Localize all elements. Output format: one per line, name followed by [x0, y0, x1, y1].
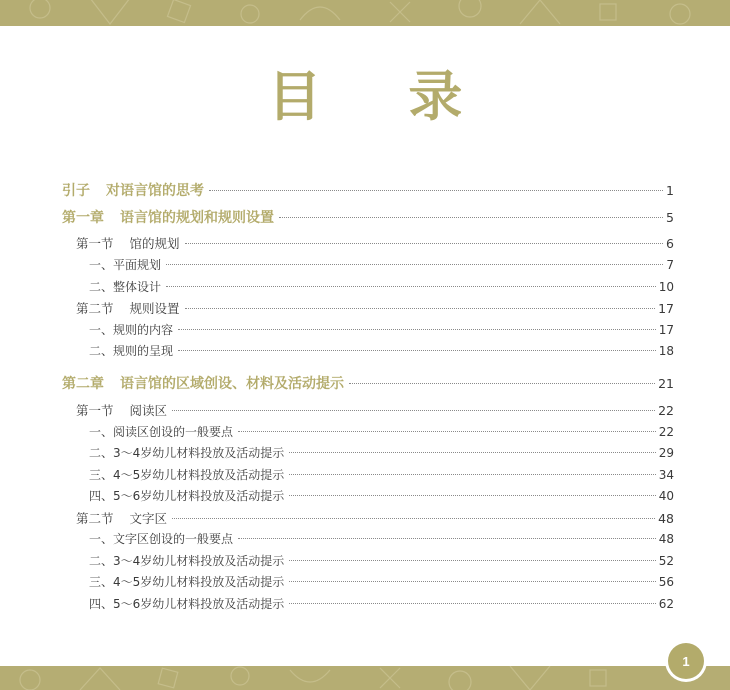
- toc-page-number: 5: [666, 210, 674, 225]
- toc-page-number: 17: [658, 301, 674, 316]
- toc-entry[interactable]: [62, 207, 674, 227]
- toc-page-number: 1: [666, 183, 674, 198]
- toc-page-number: 48: [658, 511, 674, 526]
- toc-entry[interactable]: [89, 256, 674, 273]
- toc-entry-title: [89, 342, 173, 359]
- toc-page-number: 22: [658, 425, 674, 439]
- toc-entry-text: 三、4～5岁幼儿材料投放及活动提示: [89, 575, 285, 589]
- toc-entry-number: 第二节: [76, 301, 114, 316]
- bottom-decorative-band: [0, 666, 730, 690]
- dot-leader: [178, 329, 656, 330]
- page-title: 目 录: [267, 65, 497, 128]
- toc-entry[interactable]: [76, 234, 674, 252]
- toc-entry-text: 一、平面规划: [89, 258, 162, 272]
- dot-leader: [289, 603, 655, 604]
- dot-leader: [289, 474, 655, 475]
- toc-entry-title: [89, 487, 284, 504]
- toc-entry-title: [89, 595, 284, 612]
- toc-page-number: 18: [658, 344, 674, 358]
- toc-entry-text: 二、3～4岁幼儿材料投放及活动提示: [89, 446, 285, 460]
- toc-entry[interactable]: [76, 299, 674, 317]
- toc-page-number: 22: [658, 403, 674, 418]
- toc-entry-title: [76, 401, 167, 419]
- toc-entry-title: [89, 444, 284, 461]
- toc-entry-title: [62, 373, 344, 393]
- toc-entry-text: 语言馆的区域创设、材料及活动提示: [120, 376, 344, 392]
- toc-entry-title: [89, 466, 284, 483]
- toc-entry-number: 第二章: [62, 376, 104, 392]
- toc-page-number: 6: [666, 236, 674, 251]
- toc-entry-text: 四、5～6岁幼儿材料投放及活动提示: [89, 597, 285, 611]
- toc-entry-title: [89, 321, 173, 338]
- toc-entry[interactable]: [89, 530, 674, 547]
- toc-entry-text: 馆的规划: [129, 236, 180, 251]
- toc-page-number: 29: [658, 446, 674, 460]
- toc-entry-number: 第一章: [62, 210, 104, 226]
- toc-entry[interactable]: [89, 444, 674, 461]
- toc-entry-title: [89, 278, 161, 295]
- toc-entry-number: 第一节: [76, 236, 114, 251]
- toc-entry-title: [89, 552, 284, 569]
- dot-leader: [166, 286, 656, 287]
- toc-entry[interactable]: [89, 423, 674, 440]
- toc-page-number: 56: [658, 575, 674, 589]
- toc-page-number: 40: [658, 489, 674, 503]
- toc-page-number: 62: [658, 597, 674, 611]
- toc-entry[interactable]: [89, 278, 674, 295]
- toc-entry-text: 一、阅读区创设的一般要点: [89, 425, 234, 439]
- dot-leader: [172, 410, 655, 411]
- page-number-badge: 1: [668, 643, 704, 679]
- toc-entry-title: [76, 299, 180, 317]
- toc-entry[interactable]: [89, 573, 674, 590]
- toc-entry-text: 二、规则的呈现: [89, 344, 174, 358]
- toc-page-number: 52: [658, 554, 674, 568]
- toc-entry-text: 二、3～4岁幼儿材料投放及活动提示: [89, 554, 285, 568]
- toc-entry-title: [76, 234, 180, 252]
- toc-entry-title: [89, 423, 233, 440]
- toc-entry[interactable]: [89, 487, 674, 504]
- dot-leader: [289, 452, 655, 453]
- toc-entry-text: 文字区: [129, 511, 168, 526]
- toc-entry[interactable]: [89, 466, 674, 483]
- toc-entry[interactable]: [89, 342, 674, 359]
- toc-entry-text: 规则设置: [129, 301, 180, 316]
- toc-entry[interactable]: [89, 321, 674, 338]
- toc-page-number: 10: [658, 280, 674, 294]
- toc-page-number: 7: [666, 258, 674, 272]
- toc-entry-title: [89, 530, 233, 547]
- toc-entry-number: 第二节: [76, 511, 114, 526]
- dot-leader: [178, 350, 656, 351]
- band-pattern-icon: [0, 666, 730, 690]
- toc-entry[interactable]: [76, 509, 674, 527]
- dot-leader: [289, 560, 655, 561]
- toc-entry-text: 一、规则的内容: [89, 323, 174, 337]
- toc-page-number: 34: [658, 468, 674, 482]
- toc-entry[interactable]: [89, 552, 674, 569]
- toc-entry-text: 二、整体设计: [89, 280, 162, 294]
- dot-leader: [172, 518, 655, 519]
- toc-entry[interactable]: [62, 373, 674, 393]
- dot-leader: [209, 190, 663, 191]
- dot-leader: [289, 581, 655, 582]
- toc-entry[interactable]: [76, 401, 674, 419]
- toc-page-number: 48: [658, 532, 674, 546]
- dot-leader: [238, 431, 656, 432]
- dot-leader: [185, 308, 656, 309]
- dot-leader: [185, 243, 664, 244]
- dot-leader: [238, 538, 656, 539]
- toc-entry-title: [89, 256, 161, 273]
- toc-entry-title: [62, 180, 204, 200]
- dot-leader: [279, 217, 663, 218]
- toc-entry[interactable]: [89, 595, 674, 612]
- toc-entry-number: 引子: [62, 183, 90, 199]
- page-number-line: [706, 660, 730, 662]
- dot-leader: [166, 264, 663, 265]
- toc-entry-text: 对语言馆的思考: [106, 183, 204, 199]
- toc-entry-text: 三、4～5岁幼儿材料投放及活动提示: [89, 468, 285, 482]
- dot-leader: [349, 383, 655, 384]
- toc-entry-text: 语言馆的规划和规则设置: [120, 210, 274, 226]
- toc-entry-text: 阅读区: [129, 403, 168, 418]
- dot-leader: [289, 495, 655, 496]
- toc-page-number: 21: [658, 376, 674, 391]
- toc-entry-title: [89, 573, 284, 590]
- toc-entry-title: [62, 207, 274, 227]
- toc-page-number: 17: [658, 323, 674, 337]
- toc-entry-text: 四、5～6岁幼儿材料投放及活动提示: [89, 489, 285, 503]
- toc-entry-number: 第一节: [76, 403, 114, 418]
- toc-entry-text: 一、文字区创设的一般要点: [89, 532, 234, 546]
- toc-entry-title: [76, 509, 167, 527]
- toc-entry[interactable]: [62, 180, 674, 200]
